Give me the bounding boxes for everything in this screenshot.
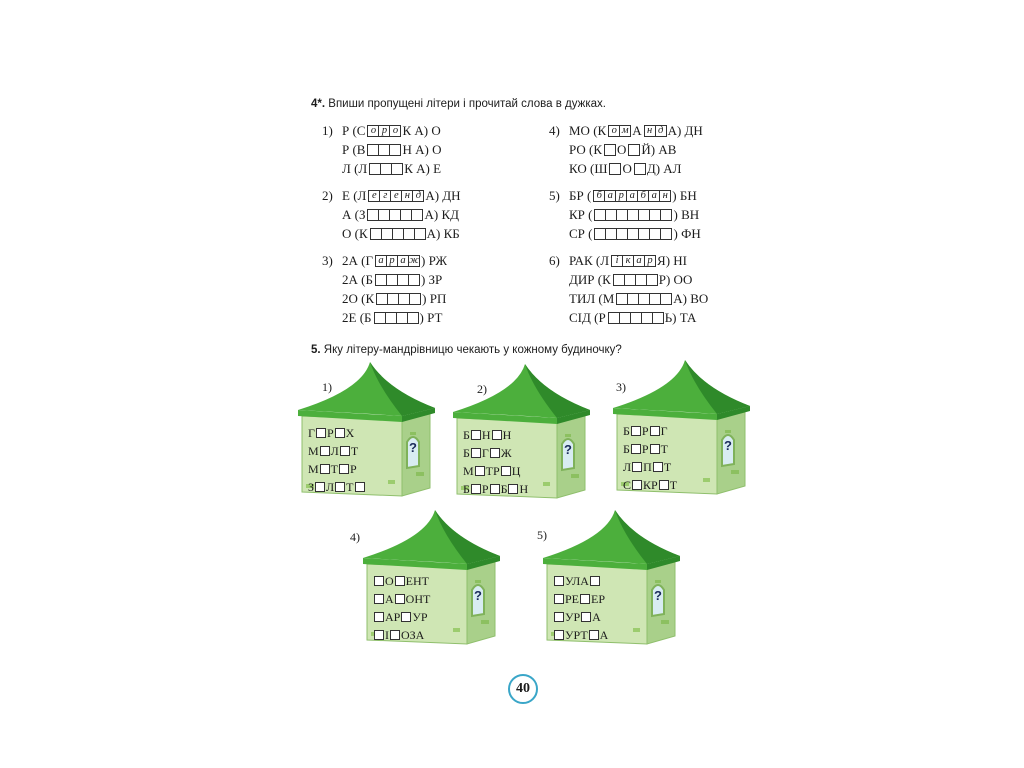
house-letters: Р bbox=[326, 426, 334, 440]
missing-letter-box[interactable] bbox=[335, 482, 345, 492]
house-letters: Т bbox=[346, 480, 354, 494]
missing-letter-box[interactable] bbox=[490, 484, 500, 494]
house-letters: Л bbox=[326, 480, 335, 494]
missing-letter-box[interactable] bbox=[374, 594, 384, 604]
house-letters: Л bbox=[623, 460, 632, 474]
exercise-row bbox=[549, 253, 687, 269]
house-letters: Н bbox=[481, 428, 491, 442]
house-word-line bbox=[623, 478, 677, 492]
exercise-row bbox=[322, 253, 447, 269]
house-word-line bbox=[553, 610, 601, 624]
missing-letter-box[interactable] bbox=[631, 426, 641, 436]
suffix-letters: ) БН bbox=[672, 188, 697, 203]
letter-box[interactable]: о bbox=[608, 125, 620, 137]
exercise-number: 4) bbox=[549, 123, 560, 138]
exercise-row bbox=[549, 272, 692, 288]
exercise-row bbox=[549, 226, 701, 242]
exercise-row bbox=[322, 207, 459, 223]
missing-letter-box[interactable] bbox=[554, 594, 564, 604]
missing-letter-box[interactable] bbox=[631, 444, 641, 454]
house-word-line bbox=[308, 462, 357, 476]
exercise-row bbox=[549, 188, 697, 204]
letter-box[interactable]: а bbox=[604, 190, 616, 202]
letter-boxes bbox=[374, 312, 418, 324]
exercise-row bbox=[549, 142, 676, 158]
prefix-letters: Л (Л bbox=[342, 161, 368, 176]
missing-letter-box[interactable] bbox=[471, 430, 481, 440]
letter-box[interactable]: ж bbox=[409, 255, 419, 266]
missing-letter-box[interactable] bbox=[395, 594, 405, 604]
house-word-line bbox=[623, 442, 668, 456]
question-mark: ? bbox=[474, 588, 482, 603]
house-letters: Ц bbox=[511, 464, 521, 478]
exercise-row bbox=[549, 123, 703, 139]
exercise-row bbox=[322, 188, 461, 204]
house-letters: Ж bbox=[500, 446, 512, 460]
house-letters: Т bbox=[350, 444, 359, 458]
house-letters: Л bbox=[330, 444, 339, 458]
missing-letter-box[interactable] bbox=[374, 612, 384, 622]
exercise-row bbox=[322, 272, 442, 288]
missing-letter-box[interactable] bbox=[340, 446, 350, 456]
prefix-letters: ДИР (К bbox=[569, 272, 611, 287]
prefix-letters: РАК (Л bbox=[569, 253, 610, 268]
missing-letter-box[interactable] bbox=[316, 428, 326, 438]
missing-letter-box[interactable] bbox=[471, 484, 481, 494]
missing-letter-box[interactable] bbox=[650, 426, 660, 436]
letter-box[interactable]: і bbox=[611, 255, 623, 267]
house-word-line bbox=[463, 428, 511, 442]
suffix-letters: А) ВО bbox=[673, 291, 709, 306]
prefix-letters: КР ( bbox=[569, 207, 593, 222]
suffix-letters: А) КБ bbox=[426, 226, 460, 241]
house-letters: Т bbox=[663, 460, 672, 474]
question-mark: ? bbox=[409, 440, 417, 455]
prefix-letters: Е (Л bbox=[342, 188, 367, 203]
house-letters: Б bbox=[500, 482, 508, 496]
house-number: 3) bbox=[616, 380, 626, 394]
house-letters: ОНТ bbox=[405, 592, 431, 606]
house-letters: Г bbox=[660, 424, 668, 438]
task5-number: 5. bbox=[311, 344, 321, 356]
missing-letter-box[interactable] bbox=[471, 448, 481, 458]
house-5 bbox=[537, 508, 687, 648]
letter-box[interactable]: н bbox=[644, 125, 656, 137]
prefix-letters: РО (К bbox=[569, 142, 603, 157]
letter-box[interactable]: н bbox=[659, 190, 671, 202]
exercise-row bbox=[322, 123, 441, 139]
letter-box[interactable]: д bbox=[412, 190, 424, 202]
suffix-letters: Р) ОО bbox=[658, 272, 693, 287]
missing-letter-box[interactable] bbox=[580, 594, 590, 604]
exercise-number: 2) bbox=[322, 188, 333, 203]
house-word-line bbox=[308, 480, 366, 494]
letter-box[interactable]: а bbox=[375, 255, 387, 267]
prefix-letters: 2А (Г bbox=[342, 253, 373, 268]
letter-boxes bbox=[375, 255, 419, 267]
suffix-letters: К А) О bbox=[402, 123, 441, 138]
missing-letter-box[interactable] bbox=[390, 630, 400, 640]
missing-letter-box[interactable] bbox=[475, 466, 485, 476]
house-letters: Т bbox=[660, 442, 668, 456]
house-letters: УР bbox=[565, 610, 581, 624]
letter-box[interactable]: р bbox=[378, 125, 390, 137]
house-letters: АР bbox=[385, 610, 401, 624]
question-mark: ? bbox=[654, 588, 662, 603]
letter-box[interactable]: р bbox=[386, 255, 398, 267]
suffix-letters: А) ДН bbox=[425, 188, 461, 203]
exercise-row bbox=[322, 310, 442, 326]
letter-boxes bbox=[611, 255, 655, 267]
letter-box[interactable] bbox=[652, 312, 664, 324]
letter-box[interactable] bbox=[660, 228, 672, 240]
task4-instruction: Впиши пропущені літери і прочитай слова в дужках. bbox=[328, 98, 606, 110]
house-word-line bbox=[463, 482, 528, 496]
house-3 bbox=[607, 358, 757, 498]
exercise-row bbox=[322, 161, 441, 177]
missing-letter-box[interactable] bbox=[355, 482, 365, 492]
prefix-letters: КО (Ш bbox=[569, 161, 608, 176]
letter-boxes bbox=[594, 228, 671, 240]
letter-box[interactable] bbox=[660, 293, 672, 305]
letter-box[interactable] bbox=[411, 209, 423, 221]
prefix-letters: СІД (Р bbox=[569, 310, 606, 325]
exercise-row bbox=[322, 142, 441, 158]
prefix-letters: БР ( bbox=[569, 188, 592, 203]
missing-letter-box[interactable] bbox=[554, 612, 564, 622]
house-letters: Г bbox=[481, 446, 489, 460]
exercise-row bbox=[549, 310, 696, 326]
house-letters: Б bbox=[463, 446, 470, 460]
house-letters: РЕ bbox=[565, 592, 580, 606]
missing-letter-box[interactable] bbox=[650, 444, 660, 454]
house-letters: Б bbox=[463, 428, 470, 442]
letter-boxes bbox=[367, 144, 400, 156]
letter-box[interactable] bbox=[407, 312, 419, 324]
letter-box[interactable]: а bbox=[626, 190, 638, 202]
suffix-letters: Ь) ТА bbox=[664, 310, 697, 325]
prefix-letters: 2Е (Б bbox=[342, 310, 372, 325]
house-letters: Т bbox=[330, 462, 339, 476]
prefix-letters: Р (В bbox=[342, 142, 366, 157]
letter-box[interactable] bbox=[391, 163, 403, 175]
house-letters: ТР bbox=[485, 464, 500, 478]
missing-letter-box[interactable] bbox=[590, 576, 600, 586]
house-letters: І bbox=[385, 628, 389, 642]
exercise-row bbox=[549, 291, 708, 307]
missing-letter-box[interactable] bbox=[653, 462, 663, 472]
house-letters: А bbox=[599, 628, 609, 642]
house-word-line bbox=[553, 574, 601, 588]
house-number: 5) bbox=[537, 528, 547, 542]
house-letters: УР bbox=[412, 610, 428, 624]
house-letters: Р bbox=[350, 462, 357, 476]
missing-letter-box[interactable] bbox=[395, 576, 405, 586]
letter-boxes bbox=[376, 293, 420, 305]
letter-box[interactable] bbox=[409, 293, 421, 305]
missing-letter-box[interactable] bbox=[589, 630, 599, 640]
letter-box[interactable]: н bbox=[401, 190, 413, 202]
letter-box[interactable] bbox=[628, 144, 640, 156]
house-letters: М bbox=[308, 462, 319, 476]
house-number: 1) bbox=[322, 380, 332, 394]
letter-boxes bbox=[369, 163, 402, 175]
house-letters: УЛА bbox=[565, 574, 589, 588]
house-letters: М bbox=[463, 464, 474, 478]
letter-boxes bbox=[608, 312, 663, 324]
exercise-row bbox=[322, 291, 446, 307]
prefix-letters: 2О (К bbox=[342, 291, 375, 306]
house-4 bbox=[357, 508, 507, 648]
house-letters: Б bbox=[623, 424, 630, 438]
letter-box[interactable] bbox=[408, 274, 420, 286]
middle-letter: О bbox=[617, 142, 627, 157]
house-letters: Т bbox=[669, 478, 678, 492]
house-word-line bbox=[623, 460, 671, 474]
letter-box[interactable] bbox=[414, 228, 426, 240]
prefix-letters: 2А (Б bbox=[342, 272, 373, 287]
house-letters: А bbox=[592, 610, 601, 624]
exercise-number: 1) bbox=[322, 123, 333, 138]
letter-box[interactable]: б bbox=[637, 190, 649, 202]
missing-letter-box[interactable] bbox=[401, 612, 411, 622]
house-letters: Г bbox=[308, 426, 315, 440]
letter-box[interactable]: а bbox=[397, 255, 409, 267]
letter-box[interactable]: е bbox=[390, 190, 402, 202]
house-word-line bbox=[308, 426, 354, 440]
letter-boxes bbox=[616, 293, 671, 305]
exercise-number: 6) bbox=[549, 253, 560, 268]
letter-boxes bbox=[367, 209, 422, 221]
letter-box[interactable]: о bbox=[389, 125, 401, 137]
letter-box[interactable]: а bbox=[633, 255, 645, 267]
letter-box[interactable] bbox=[634, 163, 646, 175]
suffix-letters: ) РЖ bbox=[420, 253, 447, 268]
house-letters: П bbox=[643, 460, 652, 474]
letter-boxes bbox=[613, 274, 657, 286]
question-mark: ? bbox=[564, 442, 572, 457]
letter-box[interactable] bbox=[604, 144, 616, 156]
suffix-letters: Й) АВ bbox=[641, 142, 677, 157]
exercise-number: 3) bbox=[322, 253, 333, 268]
house-letters: УРТ bbox=[565, 628, 588, 642]
suffix-letters: А) КД bbox=[424, 207, 459, 222]
missing-letter-box[interactable] bbox=[374, 630, 384, 640]
suffix-letters: Д) АЛ bbox=[646, 161, 682, 176]
missing-letter-box[interactable] bbox=[501, 466, 511, 476]
missing-letter-box[interactable] bbox=[320, 464, 330, 474]
missing-letter-box[interactable] bbox=[339, 464, 349, 474]
prefix-letters: А (З bbox=[342, 207, 366, 222]
prefix-letters: Р (С bbox=[342, 123, 366, 138]
house-letters: З bbox=[308, 480, 315, 494]
house-word-line bbox=[373, 592, 430, 606]
house-word-line bbox=[623, 424, 668, 438]
house-letters: КР bbox=[643, 478, 658, 492]
suffix-letters: К А) Е bbox=[404, 161, 442, 176]
suffix-letters: Н А) О bbox=[402, 142, 442, 157]
house-1 bbox=[292, 360, 442, 500]
letter-box[interactable] bbox=[609, 163, 621, 175]
house-letters: Б bbox=[623, 442, 630, 456]
middle-letter: А bbox=[632, 123, 642, 138]
house-word-line bbox=[553, 628, 608, 642]
house-word-line bbox=[373, 628, 424, 642]
exercise-row bbox=[322, 226, 460, 242]
house-letters: С bbox=[623, 478, 632, 492]
house-letters: Н bbox=[519, 482, 529, 496]
house-letters: М bbox=[308, 444, 319, 458]
suffix-letters: А) ДН bbox=[667, 123, 703, 138]
missing-letter-box[interactable] bbox=[492, 430, 502, 440]
missing-letter-box[interactable] bbox=[659, 480, 669, 490]
letter-box[interactable]: а bbox=[648, 190, 660, 202]
house-letters: Р bbox=[481, 482, 489, 496]
suffix-letters: ) РП bbox=[422, 291, 447, 306]
house-number: 2) bbox=[477, 382, 487, 396]
house-letters: А bbox=[385, 592, 394, 606]
suffix-letters: ) ВН bbox=[673, 207, 700, 222]
letter-boxes bbox=[367, 125, 400, 137]
missing-letter-box[interactable] bbox=[315, 482, 325, 492]
letter-box[interactable] bbox=[660, 209, 672, 221]
suffix-letters: ) ЗР bbox=[420, 272, 443, 287]
exercise-number: 5) bbox=[549, 188, 560, 203]
letter-box[interactable]: р bbox=[644, 255, 656, 267]
middle-letter: О bbox=[622, 161, 632, 176]
letter-boxes bbox=[604, 144, 615, 156]
suffix-letters: Я) НІ bbox=[657, 253, 687, 268]
missing-letter-box[interactable] bbox=[554, 630, 564, 640]
letter-boxes bbox=[370, 228, 425, 240]
letter-box[interactable]: к bbox=[622, 255, 634, 267]
missing-letter-box[interactable] bbox=[581, 612, 591, 622]
missing-letter-box[interactable] bbox=[490, 448, 500, 458]
letter-box[interactable]: е bbox=[368, 190, 380, 202]
exercise-row bbox=[549, 207, 699, 223]
letter-box[interactable] bbox=[646, 274, 658, 286]
house-2 bbox=[447, 362, 597, 502]
prefix-letters: О (К bbox=[342, 226, 368, 241]
missing-letter-box[interactable] bbox=[335, 428, 345, 438]
house-letters: Р bbox=[641, 424, 649, 438]
task5-instruction: Яку літеру-мандрівницю чекають у кожному будиночку? bbox=[323, 344, 622, 356]
letter-boxes bbox=[368, 190, 423, 202]
letter-box[interactable] bbox=[389, 144, 401, 156]
page-number: 40 bbox=[508, 674, 538, 704]
house-letters: ЕР bbox=[591, 592, 606, 606]
missing-letter-box[interactable] bbox=[374, 576, 384, 586]
house-letters: Р bbox=[641, 442, 649, 456]
missing-letter-box[interactable] bbox=[632, 480, 642, 490]
house-word-line bbox=[463, 446, 512, 460]
letter-box[interactable]: б bbox=[593, 190, 605, 202]
house-letters: О bbox=[385, 574, 394, 588]
task4-title bbox=[311, 98, 606, 110]
house-letters: Б bbox=[463, 482, 470, 496]
house-word-line bbox=[373, 574, 429, 588]
question-mark: ? bbox=[724, 438, 732, 453]
letter-boxes bbox=[644, 125, 666, 137]
task5-title bbox=[311, 344, 622, 356]
house-letters: ОЗА bbox=[401, 628, 425, 642]
letter-boxes bbox=[634, 163, 645, 175]
letter-boxes bbox=[593, 190, 670, 202]
house-letters: ЕНТ bbox=[405, 574, 429, 588]
letter-boxes bbox=[609, 163, 620, 175]
prefix-letters: ТИЛ (М bbox=[569, 291, 615, 306]
task4-number: 4*. bbox=[311, 98, 326, 110]
missing-letter-box[interactable] bbox=[632, 462, 642, 472]
house-word-line bbox=[463, 464, 520, 478]
house-number: 4) bbox=[350, 530, 360, 544]
letter-boxes bbox=[608, 125, 630, 137]
letter-box[interactable]: о bbox=[367, 125, 379, 137]
house-word-line bbox=[308, 444, 358, 458]
letter-box[interactable]: г bbox=[379, 190, 391, 202]
house-letters: Х bbox=[345, 426, 355, 440]
suffix-letters: ) РТ bbox=[419, 310, 443, 325]
missing-letter-box[interactable] bbox=[508, 484, 518, 494]
letter-boxes bbox=[628, 144, 639, 156]
missing-letter-box[interactable] bbox=[554, 576, 564, 586]
missing-letter-box[interactable] bbox=[320, 446, 330, 456]
letter-box[interactable]: д bbox=[655, 125, 667, 137]
letter-box[interactable]: м bbox=[619, 125, 631, 137]
house-letters: Н bbox=[502, 428, 512, 442]
letter-box[interactable]: р bbox=[615, 190, 627, 202]
house-word-line bbox=[373, 610, 428, 624]
prefix-letters: МО (К bbox=[569, 123, 607, 138]
exercise-row bbox=[549, 161, 681, 177]
suffix-letters: ) ФН bbox=[673, 226, 701, 241]
prefix-letters: СР ( bbox=[569, 226, 593, 241]
letter-boxes bbox=[594, 209, 671, 221]
house-word-line bbox=[553, 592, 605, 606]
letter-boxes bbox=[375, 274, 419, 286]
